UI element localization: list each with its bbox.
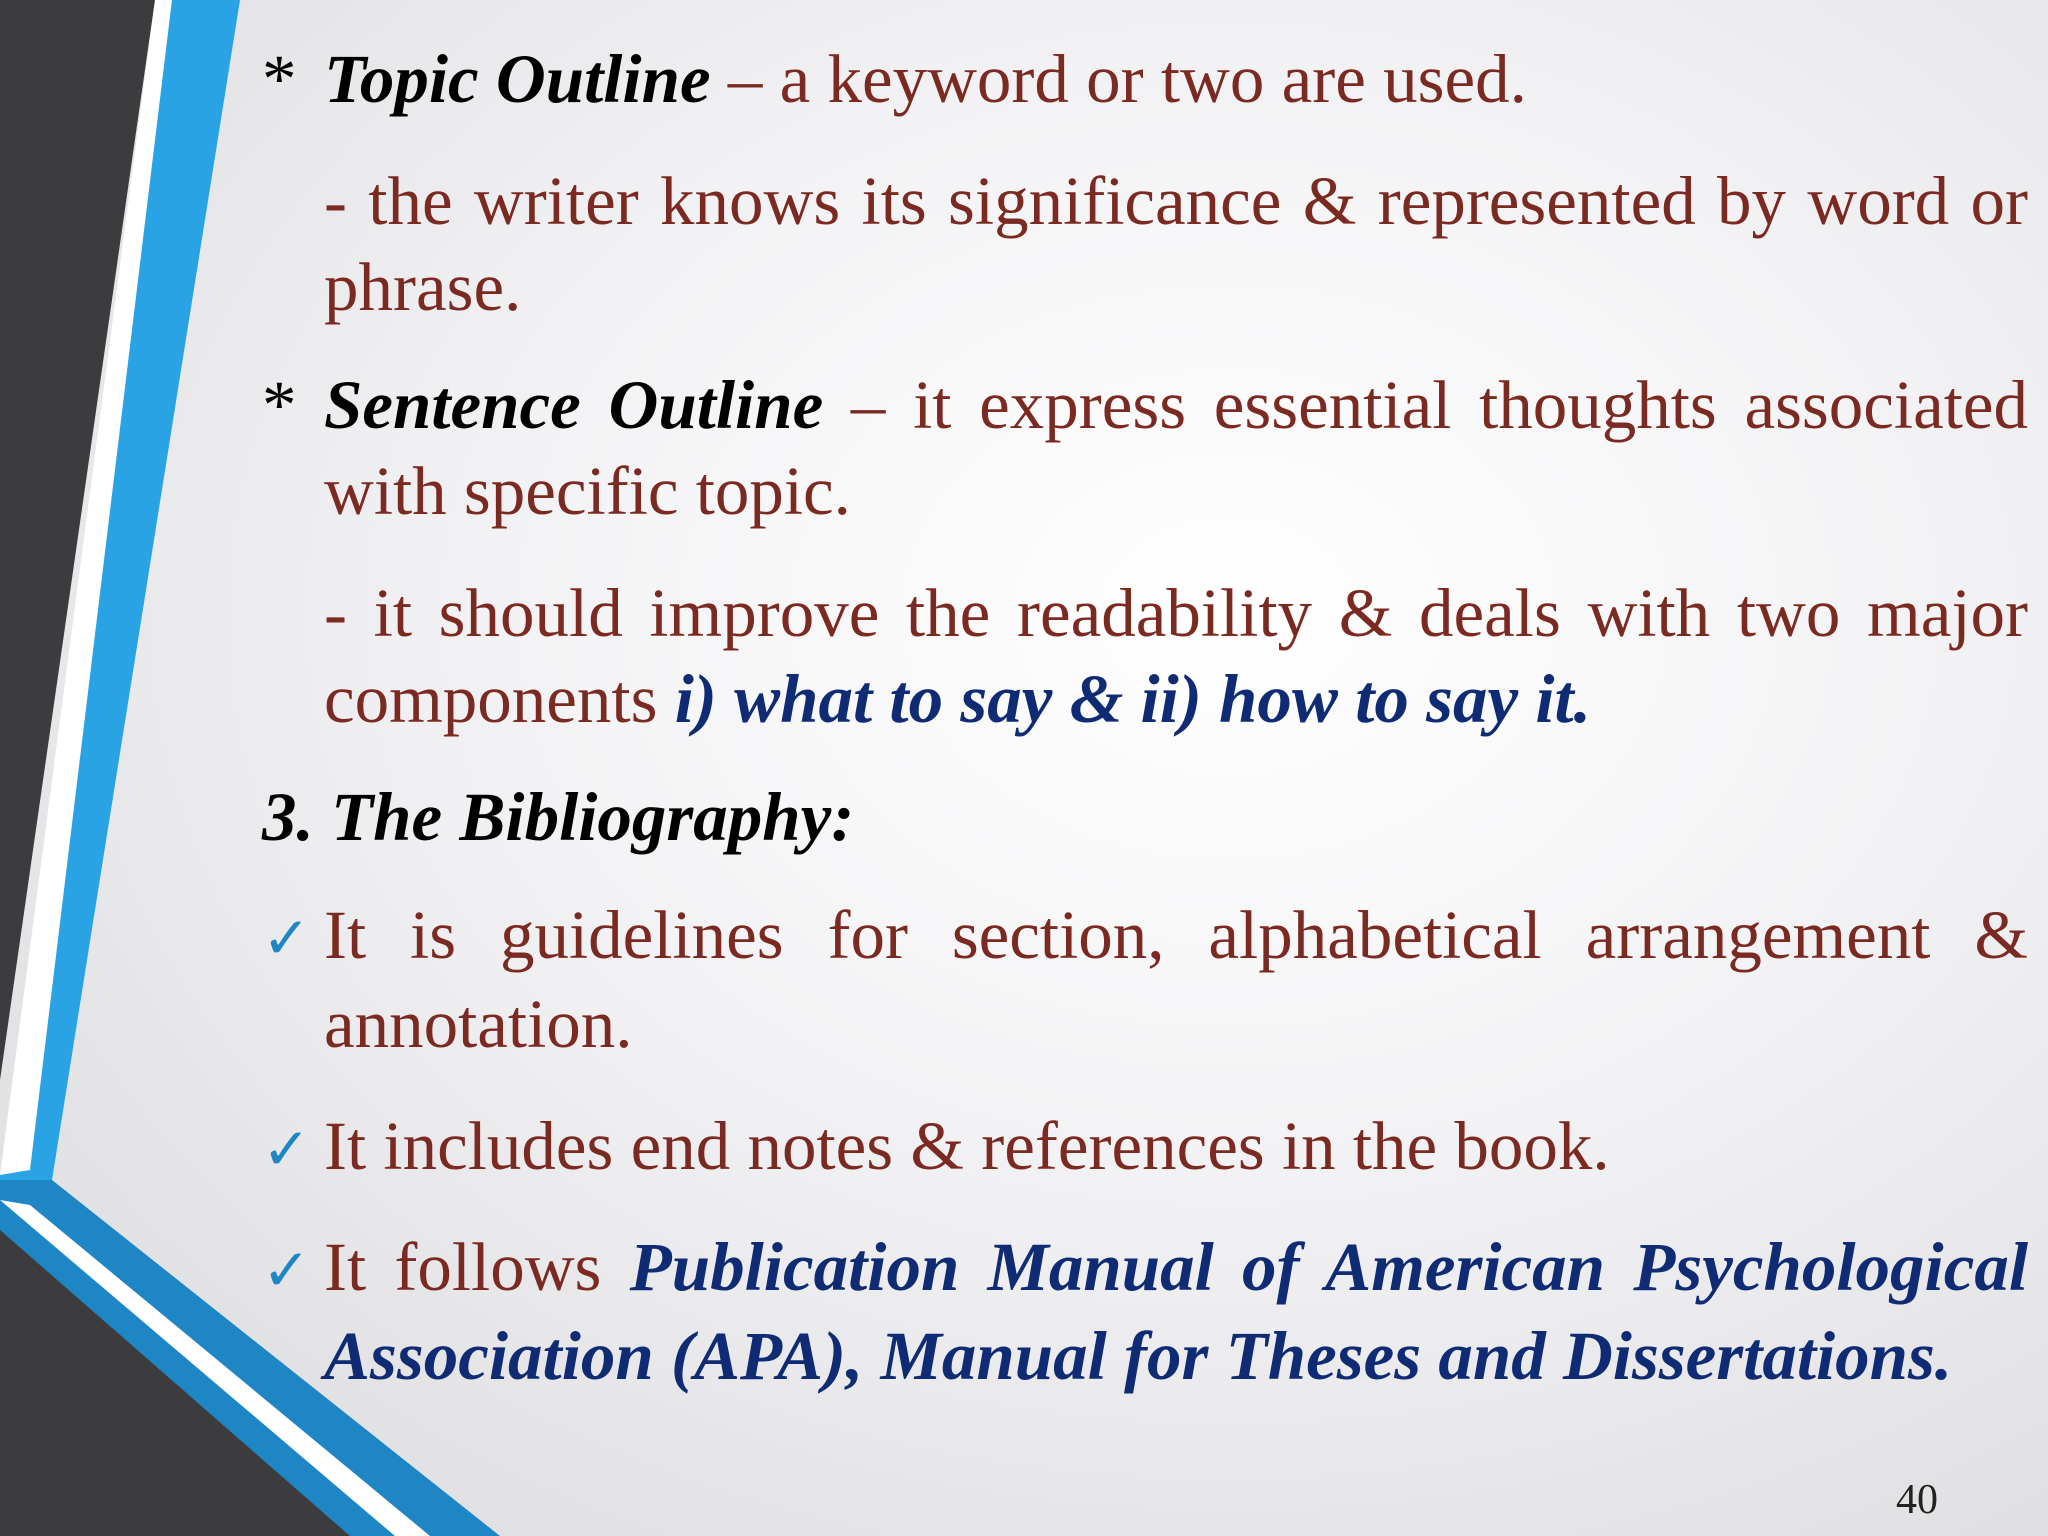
topic-outline-text: – a keyword or two are used. xyxy=(710,41,1527,117)
checkmark-icon: ✓ xyxy=(262,904,311,972)
topic-outline-detail xyxy=(262,158,2028,330)
topic-outline-detail-text: - the writer knows its significance & represented by word or phrase. xyxy=(324,163,2028,325)
topic-outline-item xyxy=(262,36,2028,122)
sentence-outline-detail xyxy=(262,570,2028,742)
page-number: 40 xyxy=(1896,1477,1938,1523)
bibliography-point-1 xyxy=(262,892,2028,1067)
sentence-outline-text: – it express essential thoughts associated with specific topic. xyxy=(324,367,2029,529)
slide-content xyxy=(262,36,2028,1399)
bibliography-heading xyxy=(262,774,2028,860)
topic-outline-term: Topic Outline xyxy=(324,41,711,117)
bibliography-point-3 xyxy=(262,1224,2028,1399)
star-bullet: * xyxy=(262,41,297,117)
sentence-outline-detail-text: - it should improve the readability & deals with two major components xyxy=(324,575,2028,737)
bibliography-point-2 xyxy=(262,1103,2028,1192)
bibliography-point-3-text: It follows xyxy=(324,1229,630,1305)
bibliography-point-1-text: It is guidelines for section, alphabetical arrangement & annotation. xyxy=(324,897,2028,1062)
checkmark-icon: ✓ xyxy=(262,1236,311,1304)
checkmark-icon: ✓ xyxy=(262,1115,311,1183)
bibliography-point-2-text: It includes end notes & references in the book. xyxy=(324,1108,1610,1184)
sentence-outline-term: Sentence Outline xyxy=(324,367,824,443)
sentence-outline-item xyxy=(262,362,2028,534)
bibliography-style-manuals: Publication Manual of American Psychological Association (APA), Manual for Theses and Dissertations. xyxy=(324,1229,2029,1394)
bibliography-heading-text: 3. The Bibliography: xyxy=(262,779,855,855)
star-bullet: * xyxy=(262,367,297,443)
sentence-outline-components: i) what to say & ii) how to say it. xyxy=(674,661,1591,737)
